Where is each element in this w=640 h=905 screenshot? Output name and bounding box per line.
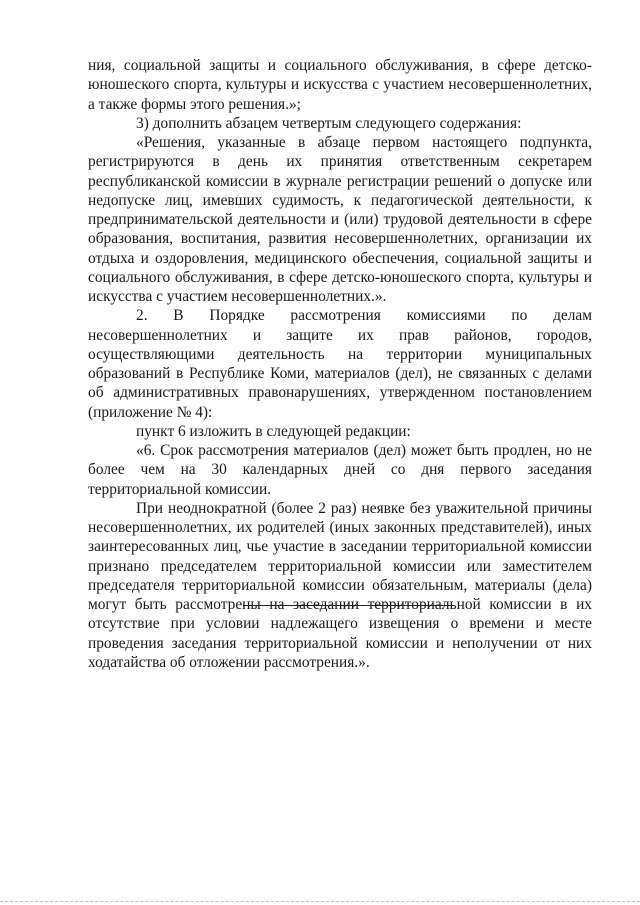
paragraph-point-6-intro: пункт 6 изложить в следующей редакции: (136, 422, 411, 440)
paragraph-item-3: 3) дополнить абзацем четвертым следующего содержания: (136, 114, 522, 132)
paragraph-point-6-text: «6. Срок рассмотрения материалов (дел) может быть продлен, но не более чем на 30 календарных дней со дня первого заседания территориальной комиссии. (88, 442, 592, 498)
paragraph-item-2: 2. В Порядке рассмотрения комиссиями по делам несовершеннолетних и защите их прав районов, городов, осуществляющими деятельность на территории муниципальных образований в Республике Коми, материалов (дел), не связанных с делами об административных правонарушениях, утвержденном постановлением (приложение № 4): (88, 307, 592, 421)
paragraph-quoted-decisions: «Решения, указанные в абзаце первом настоящего подпункта, регистрируются в день их принятия ответственным секретарем республиканской комиссии в журнале регистрации решений о допуске или недопуске лиц, имевших судимость, к педагогической деятельности, к предпринимательской деятельности и (или) трудовой деятельности в сфере образования, воспитания, развития несовершеннолетних, организации их отдыха и оздоровления, медицинского обеспечения, социальной защиты и социального обслуживания, в сфере детско-юношеского спорта, культуры и искусства с участием несовершеннолетних.». (88, 134, 592, 305)
paragraph-repeated-absence: При неоднократной (более 2 раз) неявке без уважительной причины несовершеннолетних, их родителей (иных законных представителей), иных заинтересованных лиц, чье участие в заседании территориальной комиссии признано председателем территориальной комиссии или заместителем председателя территориальной комиссии обязательным, материалы (дела) могут быть рассмотрены на заседании территориальной комиссии в их отсутствие при условии надлежащего извещения о времени и месте проведения заседания территориальной комиссии и неполучении от них ходатайства об отложении рассмотрения.». (88, 499, 592, 671)
document-body (88, 56, 592, 672)
paragraph-continuation: ния, социальной защиты и социального обслуживания, в сфере детско-юношеского спорта, культуры и искусства с участием несовершеннолетних, а также формы этого решения.»; (88, 57, 592, 113)
scan-edge-line (0, 901, 640, 902)
closing-divider-line (243, 605, 454, 606)
